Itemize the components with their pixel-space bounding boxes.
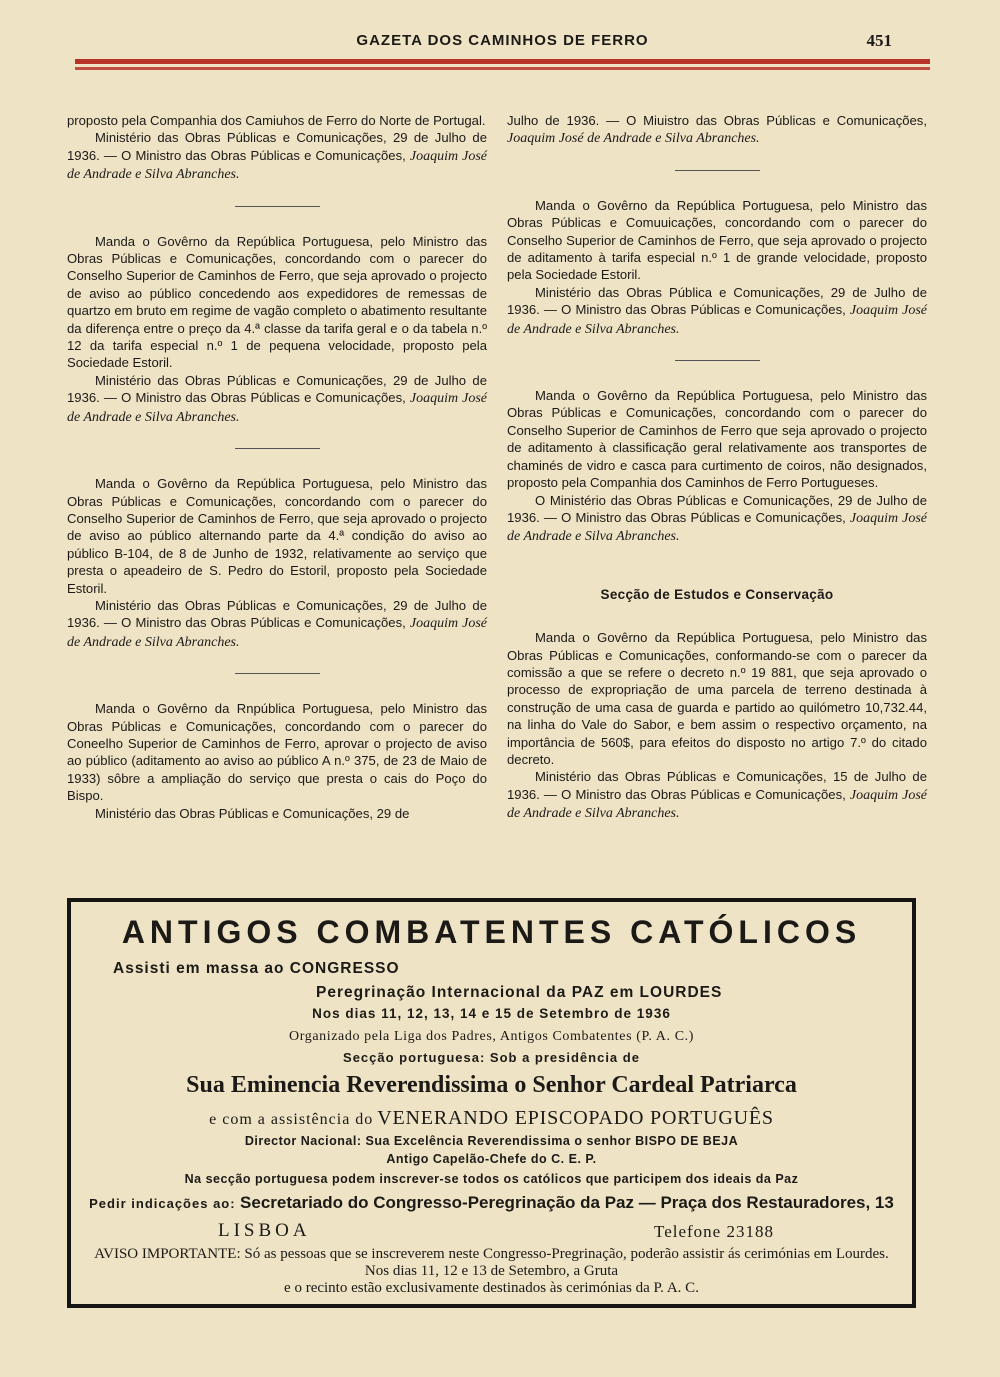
paragraph-text: Ministério das Obras Públicas e Comunicações, 29 de: [95, 805, 410, 821]
advert-assistance-label: e com a assistência do: [209, 1111, 374, 1128]
minister-signature: Joaquim José de Andrade e Silva Abranches.: [507, 787, 927, 822]
minister-signature: Joaquim José de Andrade e Silva Abranches.: [67, 391, 487, 425]
advert-notice-text-2: e o recinto estão exclusivamente destinados às cerimónias da P. A. C.: [284, 1280, 699, 1296]
advert-line-assistance: [71, 1107, 912, 1130]
minister-signature: Joaquim José de Andrade e Silva Abranches.: [507, 131, 760, 147]
right-column: [507, 112, 927, 823]
section-separator: [675, 170, 760, 171]
article-paragraph: [507, 629, 927, 768]
header-rule-thin: [75, 67, 930, 70]
paragraph-text: Ministério das Obras Públicas e Comunicações, 15 de Julho de 1936. — O Ministro das Obras Públicas e Comunicações,: [507, 769, 927, 802]
article-paragraph: [507, 387, 927, 491]
paragraph-text: Manda o Govêrno da República Portuguesa, pelo Ministro das Obras Públicas e Comunicações, conformando-se com o parecer da comissão a que se refere o decreto n.º 19 881, que seja aprovado o processo de expropriação de uma parcela de terreno destinada à construção de uma casa de guarda e partido ao quilómetro 10,732.44, na linha do Vale do Sabor, e bem assim o respectivo orçamento, na importância de 560$, para efeitos do disposto no artigo 7.º do citado decreto.: [507, 630, 927, 767]
article-paragraph: [507, 768, 927, 822]
advert-city: LISBOA: [218, 1220, 311, 1241]
paragraph-text: Ministério das Obras Públicas e Comunicações, 29 de Julho de 1936. — O Ministro das Obras Públicas e Comunicações,: [67, 130, 487, 163]
page-header: [75, 32, 930, 72]
left-column: [67, 112, 487, 822]
section-separator: [235, 448, 320, 449]
article-paragraph: [67, 129, 487, 183]
page-number: 451: [866, 31, 892, 50]
advert-notice: [93, 1246, 890, 1297]
paragraph-text: Manda o Govêrno da República Portuguesa, pelo Ministro das Obras Públicas e Comuuicações, concordando com o parecer do Conselho Superior de Caminhos de Ferro, que seja aprovado o projecto de aditamento à tarifa especial n.º 1 de grande velocidade, proposto pela Sociedade Estoril.: [507, 197, 927, 283]
article-paragraph: [67, 700, 487, 804]
paragraph-text: Manda o Govêrno da República Portuguesa, pelo Ministro das Obras Públicas e Comunicações, concordando com o parecer do Conselho Superior de Caminhos de Ferro, que seja aprovado o projecto de aviso ao público concedendo aos expedidores de remessas de quartzo em bruto em regime de vagão completo o abatimento resultante da diferença entre o preço da 4.ª classe da tarifa geral e o da tabela n.º 12 da tarifa especial n.º 1 de pequena velocidade, proposto pela Sociedade Estoril.: [67, 233, 487, 371]
article-paragraph: [67, 597, 487, 651]
article-paragraph: [507, 284, 927, 338]
paragraph-text: Manda o Govêrno da Rnpública Portuguesa, pelo Ministro das Obras Públicas e Comunicações, concordando com o parecer do Coneelho Superior de Caminhos de Ferro, aprovar o projecto de aviso ao público (aditamento ao aviso ao público A n.º 375, de 23 de Maio de 1933) sôbre a ampliação do serviço que presta o cais do Poço do Bispo.: [67, 701, 487, 804]
minister-signature: Joaquim José de Andrade e Silva Abranches.: [67, 148, 487, 183]
paragraph-text: O Ministério das Obras Públicas e Comunicações, 29 de Julho de 1936. — O Ministro das Obras Públicas e Comunicações,: [507, 492, 927, 525]
article-paragraph: [507, 492, 927, 546]
advert-line-inscription: Na secção portuguesa podem inscrever-se todos os católicos que participem dos ideais da Paz: [184, 1172, 799, 1186]
advert-cardinal: Sua Eminencia Reverendissima o Senhor Cardeal Patriarca: [186, 1072, 797, 1098]
article-paragraph: [507, 197, 927, 284]
advert-episcopado: VENERANDO EPISCOPADO PORTUGUÊS: [377, 1107, 774, 1129]
article-paragraph: [67, 805, 487, 822]
advert-contact-label: Pedir indicações ao:: [89, 1196, 236, 1211]
paragraph-text: Manda o Govêrno da República Portuguesa, pelo Ministro das Obras Públicas e Comunicações, concordando com o parecer do Conselho Superior de Caminhos de Ferro que seja aprovado o projecto de aditamento à classificação geral relativamente aos transportes de chaminés de vidro e casca para curtimento de coiros, não designados, proposto pela Companhia dos Caminhos de Ferro Portugueses.: [507, 388, 927, 491]
section-separator: [675, 360, 760, 361]
paragraph-text: Julho de 1936. — O Miuistro das Obras Públicas e Comunicações,: [507, 113, 927, 128]
advert-secretariat: Secretariado do Congresso-Peregrinação da Paz — Praça dos Restauradores, 13: [240, 1193, 894, 1212]
paragraph-text: Manda o Govêrno da República Portuguesa, pelo Ministro das Obras Públicas e Comunicações, concordando com o parecer do Conselho Superior de Caminhos de Ferro, que seja aprovado o projecto de aviso ao público alternando parte da 4.ª condição do aviso ao público B-104, de 8 de Junho de 1932, relativamente ao serviço que presta o apeadeiro de S. Pedro do Estoril, proposto pela Sociedade Estoril.: [67, 476, 487, 596]
advert-line-director: Director Nacional: Sua Excelência Reverendissima o senhor BISPO DE BEJA: [244, 1134, 739, 1148]
paragraph-text: proposto pela Companhia dos Camiuhos de Ferro do Norte de Portugal.: [67, 113, 486, 128]
advert-notice-text: AVISO IMPORTANTE: Só as pessoas que se inscreverem neste Congresso-Pregrinação, poderão assistir ás cerimónias em Lourdes. Nos dias 11, 12 e 13 de Setembro, a Gruta: [94, 1246, 889, 1279]
advert-line-section: Secção portuguesa: Sob a presidência de: [343, 1050, 640, 1065]
advert-line-congress: Assisti em massa ao CONGRESSO: [113, 960, 400, 977]
paragraph-text: Ministério das Obras Pública e Comunicações, 29 de Julho de 1936. — O Ministro das Obras Públicas e Comunicações,: [507, 284, 927, 318]
minister-signature: Joaquim José de Andrade e Silva Abranches.: [507, 303, 927, 337]
header-rule: [75, 59, 930, 64]
article-paragraph: [67, 112, 487, 129]
article-paragraph: [67, 233, 487, 372]
section-separator: [235, 206, 320, 207]
minister-signature: Joaquim José de Andrade e Silva Abranches.: [507, 510, 927, 545]
advert-line-pilgrimage: Peregrinação Internacional da PAZ em LOURDES: [316, 984, 723, 1001]
advert-phone: Telefone 23188: [654, 1222, 774, 1241]
paragraph-text: Ministério das Obras Públicas e Comunicações, 29 de Julho de 1936. — O Ministro das Obras Públicas e Comunicações,: [67, 372, 487, 406]
advert-title: ANTIGOS COMBATENTES CATÓLICOS: [121, 914, 862, 950]
advert-line-chaplain: Antigo Capelão-Chefe do C. E. P.: [386, 1152, 597, 1166]
minister-signature: Joaquim José de Andrade e Silva Abranches.: [67, 616, 487, 650]
paragraph-text: Ministério das Obras Públicas e Comunicações, 29 de Julho de 1936. — O Ministro das Obras Públicas e Comunicações,: [67, 597, 487, 631]
advertisement-box: [67, 898, 916, 1308]
section-heading: Secção de Estudos e Conservação: [600, 586, 834, 602]
publication-title: GAZETA DOS CAMINHOS DE FERRO: [356, 32, 649, 49]
advert-line-organizer: Organizado pela Liga dos Padres, Antigos Combatentes (P. A. C.): [289, 1029, 694, 1044]
article-paragraph: [67, 475, 487, 597]
section-separator: [235, 673, 320, 674]
advert-line-dates: Nos dias 11, 12, 13, 14 e 15 de Setembro de 1936: [312, 1006, 671, 1021]
article-paragraph: [507, 112, 927, 148]
advert-line-contact: [71, 1193, 912, 1213]
article-paragraph: [67, 372, 487, 426]
